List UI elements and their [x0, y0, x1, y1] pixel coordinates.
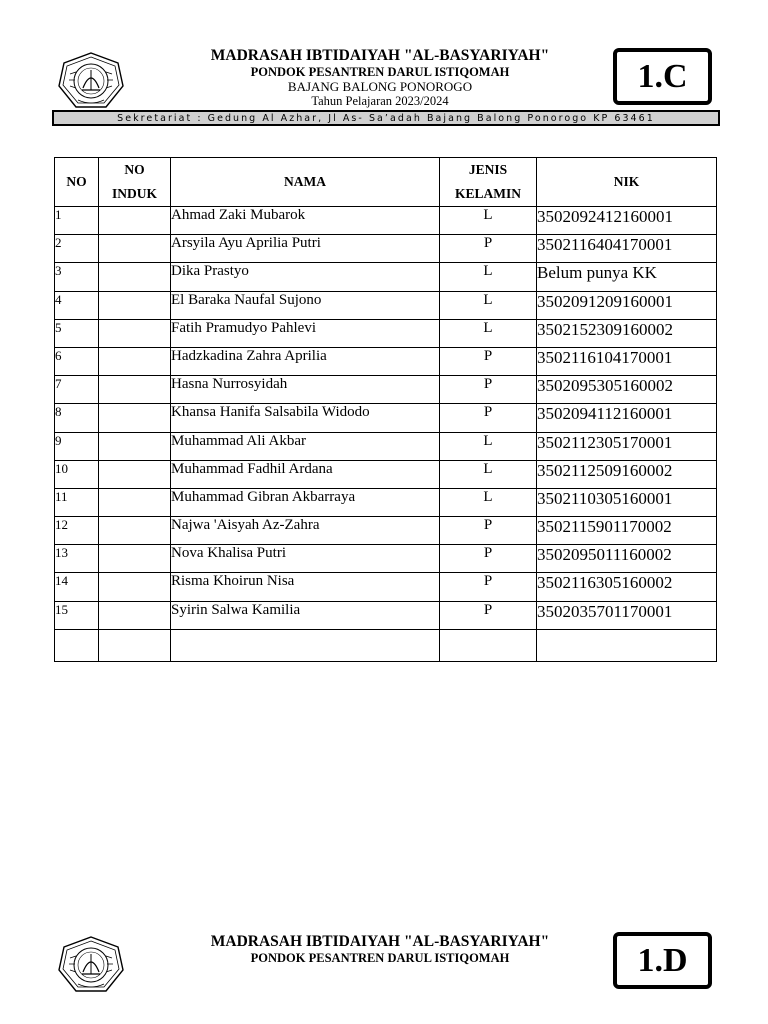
cell-induk: [99, 460, 171, 488]
academic-year: Tahun Pelajaran 2023/2024: [311, 94, 449, 108]
cell-nama: Fatih Pramudyo Pahlevi: [171, 319, 440, 347]
student-table: [54, 157, 717, 662]
cell-nama: Muhammad Gibran Akbarraya: [171, 488, 440, 516]
table-row: [55, 601, 717, 629]
cell-nama: Muhammad Ali Akbar: [171, 432, 440, 460]
cell-no: 1: [55, 207, 99, 235]
cell-no: [55, 629, 99, 661]
table-row: [55, 460, 717, 488]
cell-no: 2: [55, 235, 99, 263]
cell-nama: El Baraka Naufal Sujono: [171, 291, 440, 319]
header-nama: NAMA: [171, 158, 440, 207]
table-row: [55, 376, 717, 404]
table-row-empty: [55, 629, 717, 661]
cell-no: 13: [55, 545, 99, 573]
table-row: [55, 517, 717, 545]
pesantren-name: PONDOK PESANTREN DARUL ISTIQOMAH: [250, 950, 510, 965]
cell-no: 15: [55, 601, 99, 629]
cell-nama: Nova Khalisa Putri: [171, 545, 440, 573]
table-row: [55, 235, 717, 263]
school-name: MADRASAH IBTIDAIYAH "AL-BASYARIYAH": [210, 47, 550, 64]
class-label-text: 1.D: [637, 941, 688, 979]
cell-jenis-kelamin: L: [440, 432, 537, 460]
header-no-induk: NO INDUK: [99, 158, 171, 207]
school-emblem-icon: [56, 50, 126, 112]
cell-no: 5: [55, 319, 99, 347]
cell-induk: [99, 601, 171, 629]
cell-no: 6: [55, 347, 99, 375]
table-row: [55, 573, 717, 601]
cell-nama: Dika Prastyo: [171, 263, 440, 291]
cell-induk: [99, 432, 171, 460]
cell-nik: 3502112509160002: [537, 460, 717, 488]
cell-nama: [171, 629, 440, 661]
cell-induk: [99, 347, 171, 375]
letterhead: [150, 48, 610, 108]
cell-induk: [99, 629, 171, 661]
cell-nama: Hadzkadina Zahra Aprilia: [171, 347, 440, 375]
cell-induk: [99, 291, 171, 319]
secretariat-bar: [52, 110, 720, 126]
cell-jenis-kelamin: P: [440, 404, 537, 432]
cell-nik: 3502095011160002: [537, 545, 717, 573]
cell-jenis-kelamin: P: [440, 376, 537, 404]
cell-jenis-kelamin: L: [440, 460, 537, 488]
cell-nama: Risma Khoirun Nisa: [171, 573, 440, 601]
cell-nik: 3502116305160002: [537, 573, 717, 601]
cell-jenis-kelamin: P: [440, 347, 537, 375]
cell-no: 7: [55, 376, 99, 404]
class-label-next: [613, 932, 712, 989]
cell-jenis-kelamin: P: [440, 601, 537, 629]
cell-nik: 3502092412160001: [537, 207, 717, 235]
secretariat-text: Sekretariat : Gedung Al Azhar, Jl As- Sa’adah Bajang Balong Ponorogo KP 63461: [117, 112, 655, 124]
cell-nik: 3502116404170001: [537, 235, 717, 263]
table-row: [55, 263, 717, 291]
cell-induk: [99, 517, 171, 545]
table-row: [55, 291, 717, 319]
cell-nik: 3502152309160002: [537, 319, 717, 347]
table-row: [55, 207, 717, 235]
cell-jenis-kelamin: P: [440, 517, 537, 545]
table-row: [55, 545, 717, 573]
cell-induk: [99, 207, 171, 235]
cell-nama: Syirin Salwa Kamilia: [171, 601, 440, 629]
cell-nik: 3502035701170001: [537, 601, 717, 629]
cell-no: 3: [55, 263, 99, 291]
cell-nik: 3502115901170002: [537, 517, 717, 545]
cell-nik: 3502091209160001: [537, 291, 717, 319]
cell-induk: [99, 573, 171, 601]
class-label: [613, 48, 712, 105]
cell-jenis-kelamin: [440, 629, 537, 661]
table-header-row: [55, 158, 717, 207]
cell-nik: [537, 629, 717, 661]
class-label-text: 1.C: [637, 57, 688, 95]
school-name: MADRASAH IBTIDAIYAH "AL-BASYARIYAH": [210, 933, 550, 950]
pesantren-name: PONDOK PESANTREN DARUL ISTIQOMAH: [250, 64, 510, 79]
cell-nik: 3502112305170001: [537, 432, 717, 460]
school-emblem-icon: [56, 934, 126, 996]
cell-jenis-kelamin: L: [440, 319, 537, 347]
cell-no: 14: [55, 573, 99, 601]
cell-no: 8: [55, 404, 99, 432]
cell-induk: [99, 488, 171, 516]
cell-induk: [99, 376, 171, 404]
cell-induk: [99, 319, 171, 347]
cell-no: 12: [55, 517, 99, 545]
table-row: [55, 404, 717, 432]
cell-jenis-kelamin: P: [440, 545, 537, 573]
table-row: [55, 347, 717, 375]
cell-jenis-kelamin: L: [440, 291, 537, 319]
cell-induk: [99, 263, 171, 291]
cell-jenis-kelamin: P: [440, 235, 537, 263]
cell-jenis-kelamin: L: [440, 488, 537, 516]
cell-jenis-kelamin: L: [440, 207, 537, 235]
cell-nik: 3502095305160002: [537, 376, 717, 404]
cell-no: 4: [55, 291, 99, 319]
cell-nik: 3502116104170001: [537, 347, 717, 375]
school-address: BAJANG BALONG PONOROGO: [287, 79, 473, 94]
cell-nama: Arsyila Ayu Aprilia Putri: [171, 235, 440, 263]
cell-jenis-kelamin: P: [440, 573, 537, 601]
table-row: [55, 432, 717, 460]
table-row: [55, 488, 717, 516]
cell-nama: Hasna Nurrosyidah: [171, 376, 440, 404]
cell-no: 11: [55, 488, 99, 516]
cell-induk: [99, 235, 171, 263]
cell-no: 10: [55, 460, 99, 488]
cell-no: 9: [55, 432, 99, 460]
cell-nama: Muhammad Fadhil Ardana: [171, 460, 440, 488]
cell-nik: Belum punya KK: [537, 263, 717, 291]
letterhead-next: [150, 934, 610, 964]
cell-nama: Ahmad Zaki Mubarok: [171, 207, 440, 235]
cell-induk: [99, 545, 171, 573]
table-row: [55, 319, 717, 347]
cell-jenis-kelamin: L: [440, 263, 537, 291]
cell-induk: [99, 404, 171, 432]
cell-nama: Khansa Hanifa Salsabila Widodo: [171, 404, 440, 432]
cell-nik: 3502094112160001: [537, 404, 717, 432]
cell-nik: 3502110305160001: [537, 488, 717, 516]
header-jenis-kelamin: JENIS KELAMIN: [440, 158, 537, 207]
header-nik: NIK: [537, 158, 717, 207]
header-no: NO: [55, 158, 99, 207]
cell-nama: Najwa 'Aisyah Az-Zahra: [171, 517, 440, 545]
